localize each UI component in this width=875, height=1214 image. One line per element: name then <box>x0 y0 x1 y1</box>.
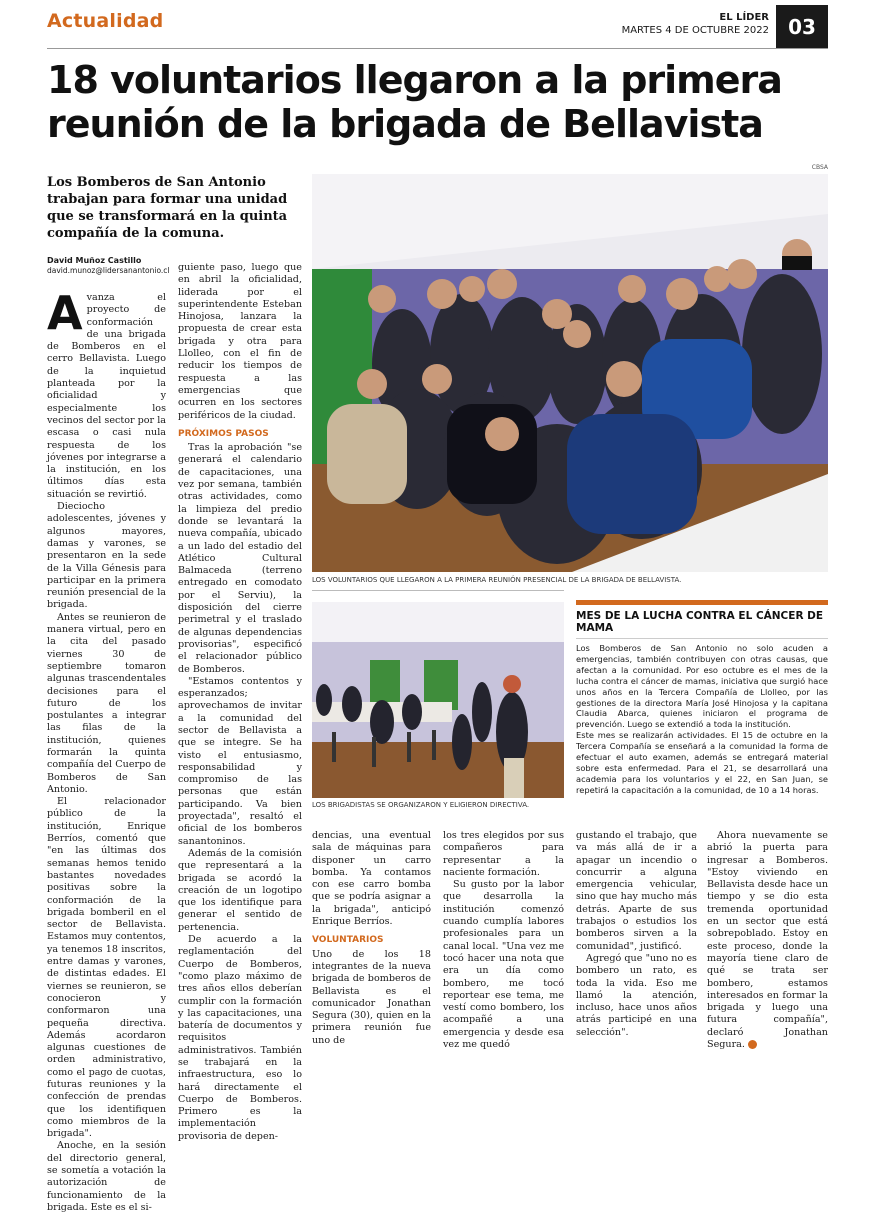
sidebar-paragraph: Este mes se realizarán actividades. El 15 de octubre en la Tercera Compañía se enseñará a la comunidad la forma de efectuar el auto examen, además se entregará material sobre esta enfermedad. Para el 21, se desarrollará una academia para los voluntarios y el 22, en San Juan, se repetirá la capacitación a la comunidad, de 10 a 14 horas. <box>576 730 828 795</box>
photo-caption-2: LOS BRIGADISTAS SE ORGANIZARON Y ELIGIERON DIRECTIVA. <box>312 801 530 809</box>
photo-credit: CBSA <box>811 164 828 171</box>
paragraph: Dieciocho adolescentes, jóvenes y algunos mayores, damas y varones, se presentaron en la sede de la Villa Génesis para participar en la primera reunión presencial de la brigada. <box>47 501 166 611</box>
paragraph: gustando el trabajo, que va más allá de ir a apagar un incendio o concurrir a alguna emergencia vehicular, sino que hay mucho más detrás. Aparte de sus trabajos o estudios los bomberos sirven a la comunidad", justificó. <box>576 830 697 952</box>
article-column-1 <box>47 286 166 1213</box>
author-name: David Muñoz Castillo <box>47 256 142 265</box>
article-column-6 <box>707 830 828 1051</box>
divider <box>312 590 564 591</box>
end-mark-icon <box>748 1040 757 1049</box>
paragraph: "Estamos contentos y esperanzados; aprovechamos de invitar a la comunidad del sector de Bellavista a que se integre. Se ha visto el entusiasmo, responsabilidad y compromiso de las personas que están participando. Va bien proyectada", resaltó el oficial de los bomberos sanantoninos. <box>178 675 302 847</box>
paragraph: dencias, una eventual sala de máquinas para disponer un carro bomba. Ya contamos con ese carro bomba que se podría asignar a la brigada", anticipó Enrique Berríos. <box>312 830 431 928</box>
meeting-photo <box>312 602 564 798</box>
article-column-3 <box>312 830 431 1046</box>
sidebar-title: MES DE LA LUCHA CONTRA EL CÁNCER DE MAMA <box>576 610 828 639</box>
group-photo <box>312 174 828 572</box>
article-column-4 <box>443 830 564 1051</box>
issue-date: MARTES 4 DE OCTUBRE 2022 <box>621 25 769 36</box>
paragraph: Además de la comisión que representará a la brigada se acordó la creación de un logotipo que los identifique para generar el sentido de pertenencia. <box>178 847 302 933</box>
headline: 18 voluntarios llegaron a la primera reunión de la brigada de Bellavista <box>47 58 782 146</box>
paragraph: los tres elegidos por sus compañeros para representar a la naciente formación. <box>443 830 564 878</box>
lead-paragraph: Avanza el proyecto de conformación de una brigada de Bomberos en el cerro Bellavista. Luego de la inquietud planteada por la oficialidad y especialmente los vecinos del sector por la escasa o casi nula respuesta de los jóvenes por integrarse a la institución, en los últimos días esta situación se revirtió. <box>47 286 166 500</box>
page-header <box>0 0 875 52</box>
photo-caption-1: LOS VOLUNTARIOS QUE LLEGARON A LA PRIMERA REUNIÓN PRESENCIAL DE LA BRIGADA DE BELLAVISTA. <box>312 576 682 584</box>
page-number: 03 <box>776 5 828 49</box>
sidebar-text <box>576 643 828 796</box>
paragraph: guiente paso, luego que en abril la oficialidad, liderada por el superintendente Esteban Hinojosa, lanzara la propuesta de crear esta brigada y otra para Llolleo, con el fin de reducir los tiempos de respuesta a las emergencias que ocurren en los sectores periféricos de la ciudad. <box>178 262 302 421</box>
sidebar-paragraph: Los Bomberos de San Antonio no solo acuden a emergencias, también contribuyen con otras causas, que afectan a la comunidad. Por eso octubre es el mes de la lucha contra el cáncer de mamas, iniciativa que surgió hace unos años en la Tercera Compañía de Llolleo, por las gestiones de la directora María José Hinojosa y la capitana Claudia Abarca, quienes iniciaron el programa de prevención. Luego se extendió a toda la institución. <box>576 643 828 730</box>
article-column-2 <box>178 262 302 1142</box>
article-column-5 <box>576 830 697 1038</box>
subtitle-voluntarios: VOLUNTARIOS <box>312 935 384 946</box>
drop-cap: A <box>47 286 83 340</box>
paragraph: Anoche, en la sesión del directorio general, se sometía a votación la autorización de funcionamiento de la brigada. Este es el si- <box>47 1140 166 1213</box>
paragraph: Uno de los 18 integrantes de la nueva brigada de bomberos de Bellavista es el comunicador Jonathan Segura (30), quien en la primera reunión fue uno de <box>312 948 431 1046</box>
paragraph: Agregó que "uno no es bombero un rato, es toda la vida. Eso me llamó la atención, incluso, hace unos años atrás participé en una selección". <box>576 952 697 1038</box>
paragraph: Su gusto por la labor que desarrolla la institución comenzó cuando cumplía labores profesionales para un canal local. "Una vez me tocó hacer una nota que era un día como bombero, me tocó reportear ese tema, me vestí como bombero, los acompañé a una emergencia y desde esa vez me quedó <box>443 879 564 1051</box>
paragraph: Tras la aprobación "se generará el calendario de capacitaciones, una vez por semana, también otras actividades, como la limpieza del predio donde se levantará la nueva compañía, ubicado a un lado del estadio del Atlético Cultural Balmaceda (terreno entregado en comodato por el Serviu), la disposición del cierre perimetral y el traslado de algunas dependencias provisorias", especificó el relacionador público de Bomberos. <box>178 442 302 675</box>
author-email: david.munoz@lidersanantonio.cl <box>47 266 170 275</box>
paragraph: De acuerdo a la reglamentación del Cuerpo de Bomberos, "como plazo máximo de tres años ellos deberían cumplir con la formación y las capacitaciones, una batería de documentos y requisitos administrativos. También se trabajará en la infraestructura, eso lo hará directamente el Cuerpo de Bomberos. Primero es la implementación provisoria de depen- <box>178 934 302 1142</box>
paragraph: Antes se reunieron de manera virtual, pero en la cita del pasado viernes 30 de septiembre tomaron algunas trascendentales decisiones para el futuro de los postulantes a integrar las filas de la institución, quienes formarán la quinta compañía del Cuerpo de Bomberos de San Antonio. <box>47 611 166 795</box>
subtitle-proximos-pasos: PRÓXIMOS PASOS <box>178 428 269 439</box>
paragraph: El relacionador público de la institución, Enrique Berríos, comentó que "en las últimas dos semanas hemos tenido bastantes novedades positivas sobre la conformación de la brigada bomberil en el sector de Bellavista. Estamos muy contentos, ya tenemos 18 inscritos, entre damas y varones, de distintas edades. El viernes se reunieron, se conocieron y conformaron una pequeña directiva. Además acordaron algunas cuestiones de orden administrativo, como el pago de cuotas, futuras reuniones y la confección de prendas que los identifiquen como miembros de la brigada". <box>47 796 166 1140</box>
article-subhead: Los Bomberos de San Antonio trabajan para formar una unidad que se transformará en la quinta compañía de la comuna. <box>47 175 288 241</box>
paragraph: Ahora nuevamente se abrió la puerta para ingresar a Bomberos. "Estoy viviendo en Bellavista desde hace un tiempo y se dio esta tremenda oportunidad en un sector que está sobrepoblado. Estoy en este proceso, donde la mayoría tiene claro de qué se trata ser bombero, estamos interesados en formar la brigada y luego una futura compañía", declaró Jonathan Segura. <box>707 830 828 1051</box>
section-name: Actualidad <box>47 10 164 32</box>
header-divider <box>47 48 828 49</box>
sidebar-box <box>576 600 828 820</box>
newspaper-name: EL LÍDER <box>719 12 769 23</box>
